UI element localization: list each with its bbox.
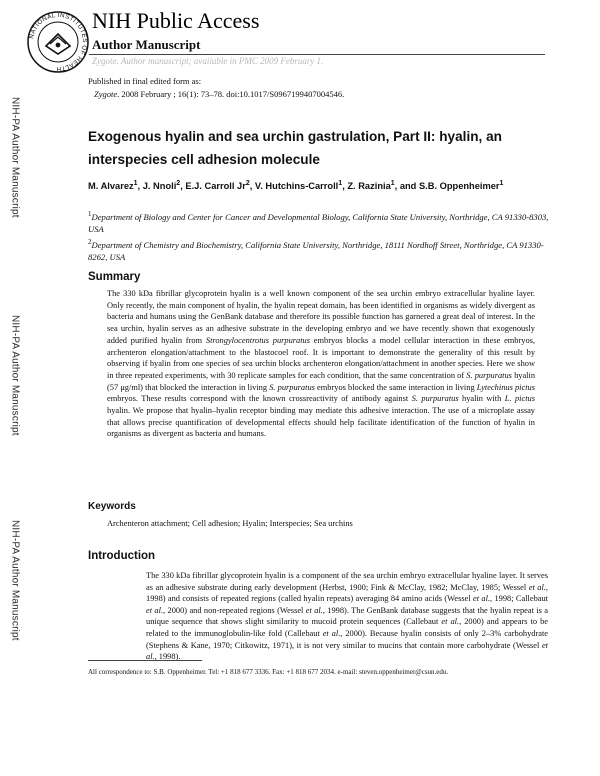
citation-details: . 2008 February ; 16(1): 73–78. doi:10.1017/S0967199407004546. — [117, 89, 345, 99]
text-segment: , 2000). Because hyalin consists of only 2–3% carbohydrate (Stephens & Kane, 1970; Citkowitz, 1971), it is not very similar to mucins that contain more carbohydrate (Wessel — [146, 628, 548, 650]
author-separator: , — [137, 181, 143, 191]
nih-logo — [26, 10, 90, 74]
author-name: V. Hutchins-Carroll — [254, 181, 339, 191]
italic-term: S. purpuratus — [466, 370, 512, 380]
italic-term: et al. — [528, 582, 546, 592]
author-list — [88, 180, 558, 193]
affiliation-number: 1 — [88, 210, 92, 218]
text-segment: hyalin (57 μg/ml) that blocked the interaction in living — [107, 370, 536, 392]
text-segment: , 1998). The GenBank database suggests that the hyalin repeat is a unique sequence that shows slight similarity to mucoid protein sequences (Callebaut — [146, 605, 548, 627]
author-separator: , — [249, 181, 255, 191]
side-label-top — [3, 82, 27, 232]
side-label-middle — [3, 300, 27, 450]
journal-name: Zygote — [94, 89, 118, 99]
italic-term: et al. — [322, 628, 341, 638]
footnote-divider — [88, 660, 202, 661]
availability-note: Zygote. Author manuscript; available in PMC 2009 February 1. — [92, 56, 324, 66]
author-affiliation-mark: 2 — [245, 179, 250, 187]
text-segment: , 2000) and appears to be related to the immunoglobulin-like fold (Callebaut — [146, 617, 548, 638]
italic-term: L. pictus — [504, 394, 535, 404]
affiliation-2 — [88, 236, 558, 263]
text-segment: embryos blocked the same interaction in living — [314, 382, 477, 392]
text-segment: The 330 kDa fibrillar glycoprotein hyalin is a well known component of the sea urchin embryo extracellular hyaline layer. Only recently, the main component of hyalin, the hyalin repeat domain, has been identified in organisms as widely divergent as bacteria and humans using the GenBank database and therefore its possible function has garnered a great deal of interest. In the sea urchin, hyalin serves as an adhesive substrate in the developing embryo and we have recently shown that exogenously added purified hyalin from — [107, 289, 535, 345]
affiliation-text: Department of Chemistry and Biochemistry, California State University, Northridge, 18111 Nordhoff Street, Northridge, CA 91330-8262, USA — [88, 239, 544, 262]
side-label-text: NIH-PA Author Manuscript — [9, 519, 21, 641]
header-divider — [89, 54, 545, 55]
author-separator: , — [342, 181, 348, 191]
published-label: Published in final edited form as: — [88, 76, 202, 86]
text-segment: hyalin. We propose that hyalin–hyalin receptor binding may mediate this adhesive interaction. The use of a microplate assay that allows precise quantification of developmental effects should help facilitate identification of the function of hyalin in organisms as divergent as bacteria and humans. — [107, 406, 535, 439]
side-label-text: NIH-PA Author Manuscript — [9, 96, 21, 218]
affiliation-1 — [88, 208, 558, 235]
author-name: Z. Razinia — [347, 181, 391, 191]
author-name: E.J. Carroll Jr — [185, 181, 246, 191]
correspondence-footnote: All correspondence to: S.B. Oppenheimer. Tel: +1 818 677 3336. Fax: +1 818 677 2034. e-mail: steven.oppenheimer@csun.edu. — [88, 668, 449, 676]
introduction-heading: Introduction — [88, 550, 156, 562]
text-segment: , 1998) and consists of repeated regions (called hyalin repeats) averaging 84 amino acids (Wessel — [146, 582, 548, 604]
citation — [94, 89, 344, 100]
text-segment: , 2000) and non-repeated regions (Wessel — [163, 605, 306, 615]
author-affiliation-mark: 1 — [390, 179, 395, 187]
introduction-text — [146, 570, 548, 663]
summary-heading: Summary — [88, 271, 141, 283]
author-separator: , and — [394, 181, 419, 191]
italic-term: et al. — [441, 617, 460, 627]
author-affiliation-mark: 1 — [338, 179, 343, 187]
italic-term: et al. — [473, 594, 491, 604]
abstract-text — [107, 288, 535, 440]
text-segment: embryos blocks a model cellular interaction in these embryos, archenteron elongation/attachment to the blastocoel roof. It is important to demonstrate the generality of this result by observing if hyalin from one species of sea urchin blocks archenteron elongation/attachment in another species. Here we show in three repeated experiments, with 30 replicate samples for each condition, that the same concentration of — [107, 335, 536, 380]
side-label-text: NIH-PA Author Manuscript — [9, 314, 21, 436]
italic-term: S. purpuratus — [411, 394, 459, 404]
italic-term: et al. — [146, 640, 548, 662]
author-affiliation-mark: 1 — [499, 179, 504, 187]
text-segment: , 1998; Callebaut — [490, 594, 549, 604]
affiliation-text: Department of Biology and Center for Cancer and Developmental Biology, California State University, Northridge, CA 91330-8303, USA — [88, 211, 549, 234]
keywords-heading: Keywords — [88, 501, 136, 512]
keywords-list: Archenteron attachment; Cell adhesion; Hyalin; Interspecies; Sea urchins — [107, 519, 353, 528]
author-affiliation-mark: 2 — [176, 179, 181, 187]
italic-term: et al. — [146, 605, 164, 615]
italic-term: Strongylocentrotus purpuratus — [205, 335, 311, 345]
author-name: S.B. Oppenheimer — [418, 181, 500, 191]
side-label-bottom — [3, 505, 27, 655]
article-title: Exogenous hyalin and sea urchin gastrulation, Part II: hyalin, an interspecies cell adhesion molecule — [88, 129, 502, 167]
author-separator: , — [180, 181, 186, 191]
author-name: M. Alvarez — [88, 181, 134, 191]
author-name: J. Nnoli — [142, 181, 177, 191]
text-segment: , 1998). — [154, 652, 181, 662]
text-segment: hyalin with — [458, 394, 505, 404]
italic-term: et al. — [305, 605, 323, 615]
italic-term: S. purpuratus — [269, 382, 315, 392]
italic-term: Lytechinus pictus — [476, 382, 535, 392]
author-affiliation-mark: 1 — [133, 179, 138, 187]
nih-title: NIH Public Access — [92, 8, 260, 33]
affiliation-number: 2 — [88, 238, 92, 246]
logo-ring-text: NATIONAL INSTITUTES OF HEALTH — [28, 11, 89, 73]
text-segment: embryos. These results correspond with the known crossreactivity of antibody against — [107, 394, 412, 404]
text-segment: The 330 kDa fibrillar glycoprotein hyalin is a component of the sea urchin embryo extracellular hyaline layer. It serves as an adhesive substrate during early development (Herbst, 1900; Fink & McClay, 1982; McClay, 1985; Wessel — [146, 571, 548, 592]
author-manuscript-label: Author Manuscript — [92, 37, 201, 52]
